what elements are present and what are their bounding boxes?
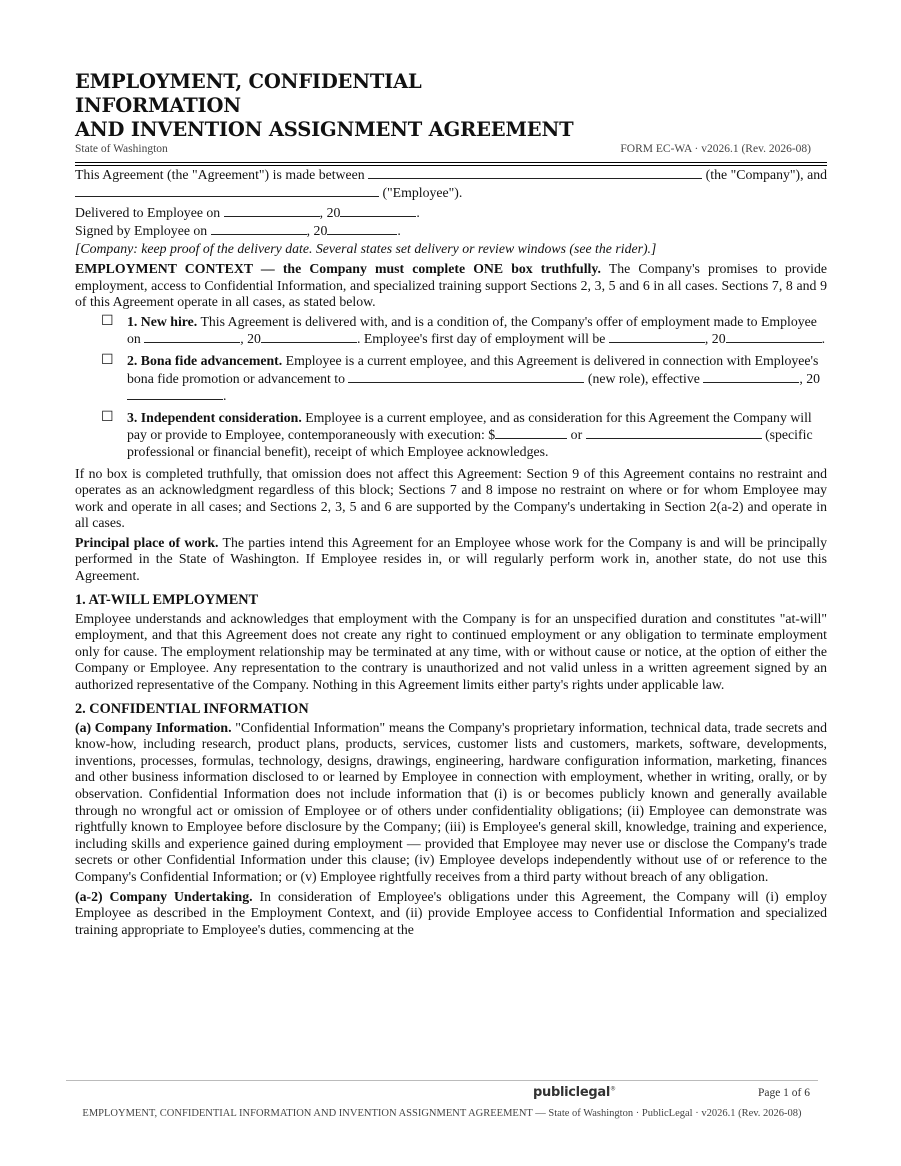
first-day-year-field[interactable] — [726, 330, 822, 343]
signed-label: Signed by Employee on — [75, 222, 208, 238]
logo-mark: ® — [610, 1085, 616, 1093]
delivered-year-prefix: , 20 — [319, 205, 341, 221]
intro-text-c: ("Employee"). — [382, 184, 463, 200]
intro-text-b: (the "Company"), and — [705, 167, 827, 182]
section-2a — [75, 720, 827, 886]
title-line-3: AND INVENTION ASSIGNMENT AGREEMENT — [75, 118, 574, 141]
period: . — [821, 331, 826, 347]
section-2a-title: (a) Company Information. — [75, 719, 232, 735]
signed-year-field[interactable] — [327, 222, 397, 235]
checkbox-new-hire[interactable]: ☐ — [101, 313, 114, 329]
signed-line — [75, 222, 827, 240]
intro-parties — [75, 166, 827, 201]
employment-context — [75, 261, 827, 311]
ppw-title: Principal place of work. — [75, 534, 219, 550]
company-name-field[interactable] — [368, 166, 702, 179]
delivered-label: Delivered to Employee on — [75, 205, 221, 221]
delivered-line — [75, 204, 827, 222]
payment-amount-field[interactable] — [495, 426, 567, 439]
delivered-date-field[interactable] — [224, 204, 320, 217]
logo-text: publiclegal — [533, 1085, 610, 1100]
box3-or: or — [567, 427, 586, 443]
document-title — [75, 70, 827, 142]
box1-text-a: This Agreement is delivered with, and is a condition of, the Company's offer of employment made to Employee on — [127, 313, 817, 347]
principal-place-of-work — [75, 535, 827, 585]
delivered-year-field[interactable] — [340, 204, 416, 217]
year-prefix: , 20 — [799, 370, 821, 386]
publiclegal-logo — [533, 1085, 616, 1100]
box1-title: 1. New hire. — [127, 313, 198, 329]
document-body — [75, 166, 827, 938]
subheader — [75, 143, 827, 155]
year-prefix: , 20 — [704, 331, 726, 347]
employee-name-field[interactable] — [75, 184, 379, 197]
context-box-3 — [75, 410, 827, 461]
first-day-date-field[interactable] — [609, 330, 705, 343]
context-box-2 — [75, 353, 827, 405]
section-1-text: Employee understands and acknowledges that employment with the Company is for an unspecified duration and constitutes "at-will" employment, and that this Agreement does not create any right to continued employment or any obligation to terminate employment only for cause. The employment relationship may be terminated at any time, with or without cause or notice, at the option of either the Company or Employee. Any representation to the contrary is unauthorized and not valid unless in a written agreement signed by an authorized representative of the Company. Nothing in this Agreement limits either party's rights under applicable law. — [75, 610, 827, 693]
delivery-note: [Company: keep proof of the delivery date. Several states set delivery or review windows (see the rider).] — [75, 241, 657, 257]
offer-year-field[interactable] — [261, 330, 357, 343]
title-line-1: EMPLOYMENT, CONFIDENTIAL — [75, 70, 422, 93]
section-2a2 — [75, 889, 827, 939]
form-id: FORM EC-WA · v2026.1 (Rev. 2026-08) — [620, 143, 811, 155]
context-heading: EMPLOYMENT CONTEXT — the Company must complete ONE box truthfully. — [75, 260, 601, 276]
ppw-text: The parties intend this Agreement for an Employee whose work for the Company is and will be principally performed in the State of Washington. If Employee resides in, or will regularly perform work in, another state, do not use this Agreement. — [75, 534, 827, 584]
box1-text-b: . Employee's first day of employment will be — [356, 331, 609, 347]
page-number: Page 1 of 6 — [757, 1087, 810, 1099]
box3-title: 3. Independent consideration. — [127, 409, 302, 425]
context-box-1 — [75, 314, 827, 348]
box3-text-a: Employee is a current employee, and as consideration for this Agreement the Company will pay or provide to Employee, contemporaneously with execution: $ — [127, 409, 812, 443]
section-2a2-title: (a-2) Company Undertaking. — [75, 888, 253, 904]
box3-text-b: (specific professional or financial benefit), receipt of which Employee acknowledges. — [127, 427, 813, 459]
period: . — [397, 222, 401, 238]
section-2-heading: 2. CONFIDENTIAL INFORMATION — [75, 700, 309, 717]
section-1-heading: 1. AT-WILL EMPLOYMENT — [75, 591, 259, 608]
period: . — [416, 205, 420, 221]
new-role-field[interactable] — [348, 370, 584, 383]
offer-date-field[interactable] — [144, 330, 240, 343]
benefit-field[interactable] — [586, 426, 762, 439]
checkbox-advancement[interactable]: ☐ — [101, 352, 114, 368]
box2-title: 2. Bona fide advancement. — [127, 352, 283, 368]
title-line-2: INFORMATION — [75, 94, 241, 117]
signed-date-field[interactable] — [211, 222, 307, 235]
document-page — [75, 70, 827, 941]
effective-date-field[interactable] — [703, 370, 799, 383]
context-text: The Company's promises to provide employment, access to Confidential Information, and specialized training support Sections 2, 3, 5 and 6 in all cases. Sections 7, 8 and 9 of this Agreement operate in all cases, as stated below. — [75, 260, 827, 310]
effective-year-field[interactable] — [127, 387, 223, 400]
intro-text-a: This Agreement (the "Agreement") is made between — [75, 167, 365, 182]
state-label: State of Washington — [75, 143, 168, 155]
box2-text-b: (new role), effective — [584, 370, 704, 386]
footer-line: EMPLOYMENT, CONFIDENTIAL INFORMATION AND INVENTION ASSIGNMENT AGREEMENT — State of Washington · PublicLegal · v2026.1 (Rev. 2026-08) — [82, 1108, 802, 1119]
checkbox-consideration[interactable]: ☐ — [101, 409, 114, 425]
omission-paragraph: If no box is completed truthfully, that omission does not affect this Agreement: Section 9 of this Agreement contains no restraint and operates as an acknowledgment regardless of this block; Sections 7 and 8 impose no restraint on where or for whom Employee may work and operate in all cases; and Sections 2, 3, 5 and 6 are supported by the Company's undertaking in Section 2(a-2) and operate in all cases. — [75, 465, 827, 531]
section-2a2-text: In consideration of Employee's obligations under this Agreement, the Company will (i) employ Employee as described in the Employment Context, and (ii) provide Employee access to Confidential Information and specialized training appropriate to Employee's duties, commencing at the — [75, 888, 827, 937]
page-footer — [66, 1080, 818, 1120]
box2-text-a: Employee is a current employee, and this Agreement is delivered in connection with Employee's bona fide promotion or advancement to — [127, 352, 819, 386]
year-prefix: , 20 — [240, 331, 261, 347]
period: . — [223, 388, 227, 404]
section-2a-text: "Confidential Information" means the Company's proprietary information, technical data, trade secrets and know-how, including research, product plans, products, services, customer lists and customers, markets, software, developments, inventions, processes, formulas, technology, designs, drawings, engineering, hardware configuration information, marketing, finances and other business information disclosed to or learned by Employee in connection with employment, whether in writing, orally, or by observation. Confidential Information does not include information that (i) is or becomes publicly known and generally available through no wrongful act or omission of Employee or of others under confidentiality obligations; (ii) Employee can demonstrate was rightfully known to Employee before disclosure by the Company; (iii) is Employee's general skill, knowledge, training and experience, including skills and experience gained during employment — provided that Employee may never use or disclose the Company's trade secrets or other Confidential Information under this clause; (iv) Employee develops independently without use of or reference to the Company's Confidential Information; or (v) Employee rightfully receives from a third party without breach of any obligation. — [75, 719, 828, 884]
footer-bar — [66, 1081, 818, 1103]
signed-year-prefix: , 20 — [306, 222, 328, 238]
